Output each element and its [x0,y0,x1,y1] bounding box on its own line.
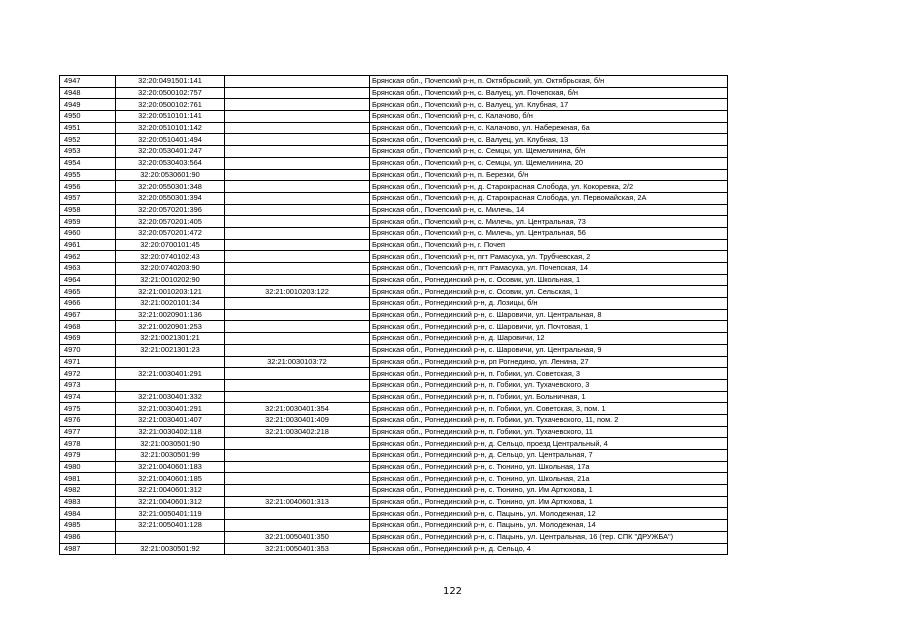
table-row [60,227,728,239]
row-number-cell: 4958 [60,204,116,216]
related-cadastral-number-cell: 32:21:0030401:409 [225,414,370,426]
address-cell: Брянская обл., Рогнединский р-н, рп Рогнедино, ул. Ленина, 27 [370,356,728,368]
address-cell: Брянская обл., Рогнединский р-н, п. Гобики, ул. Тухачевского, 11 [370,426,728,438]
table-row [60,368,728,380]
row-number-cell: 4954 [60,157,116,169]
cadastral-number-cell [116,379,225,391]
address-cell: Брянская обл., Почепский р-н, д. Старокрасная Слобода, ул. Первомайская, 2А [370,192,728,204]
address-cell: Брянская обл., Почепский р-н, с. Валуец, ул. Почепская, б/н [370,87,728,99]
row-number-cell: 4971 [60,356,116,368]
cadastral-number-cell: 32:20:0570201:396 [116,204,225,216]
address-cell: Брянская обл., Рогнединский р-н, д. Сельцо, ул. Центральная, 7 [370,450,728,462]
address-cell: Брянская обл., Рогнединский р-н, п. Гобики, ул. Тухачевского, 3 [370,379,728,391]
related-cadastral-number-cell [225,263,370,275]
table-row [60,485,728,497]
address-cell: Брянская обл., Рогнединский р-н, с. Тюнино, ул. Им Артюхова, 1 [370,485,728,497]
cadastral-number-cell: 32:21:0030401:407 [116,414,225,426]
cadastral-number-cell: 32:20:0700101:45 [116,239,225,251]
cadastral-number-cell: 32:20:0550301:394 [116,192,225,204]
table-row [60,309,728,321]
related-cadastral-number-cell [225,192,370,204]
row-number-cell: 4948 [60,87,116,99]
cadastral-number-cell: 32:21:0020101:34 [116,298,225,310]
row-number-cell: 4970 [60,344,116,356]
cadastral-number-cell: 32:20:0510401:494 [116,134,225,146]
cadastral-number-cell: 32:21:0020901:253 [116,321,225,333]
row-number-cell: 4976 [60,414,116,426]
row-number-cell: 4949 [60,99,116,111]
row-number-cell: 4947 [60,76,116,88]
table-row [60,239,728,251]
related-cadastral-number-cell [225,450,370,462]
row-number-cell: 4968 [60,321,116,333]
table-row [60,298,728,310]
cadastral-number-cell: 32:21:0021301:21 [116,333,225,345]
table-row [60,204,728,216]
cadastral-number-cell: 32:20:0570201:472 [116,227,225,239]
row-number-cell: 4966 [60,298,116,310]
related-cadastral-number-cell [225,309,370,321]
cadastral-number-cell: 32:21:0050401:119 [116,508,225,520]
row-number-cell: 4957 [60,192,116,204]
table-row [60,391,728,403]
registry-table-body [60,76,728,555]
cadastral-number-cell: 32:21:0030501:99 [116,450,225,462]
related-cadastral-number-cell [225,111,370,123]
related-cadastral-number-cell: 32:21:0050401:350 [225,531,370,543]
related-cadastral-number-cell [225,239,370,251]
related-cadastral-number-cell: 32:21:0030402:218 [225,426,370,438]
table-row [60,76,728,88]
related-cadastral-number-cell [225,122,370,134]
related-cadastral-number-cell [225,379,370,391]
address-cell: Брянская обл., Почепский р-н, пгт Рамасуха, ул. Трубчевская, 2 [370,251,728,263]
row-number-cell: 4981 [60,473,116,485]
address-cell: Брянская обл., Рогнединский р-н, с. Шаровичи, ул. Центральная, 9 [370,344,728,356]
cadastral-number-cell: 32:21:0040601:312 [116,496,225,508]
table-row [60,356,728,368]
cadastral-number-cell: 32:20:0740102:43 [116,251,225,263]
related-cadastral-number-cell [225,473,370,485]
registry-table [59,75,728,555]
address-cell: Брянская обл., Рогнединский р-н, д. Лозицы, б/н [370,298,728,310]
address-cell: Брянская обл., Рогнединский р-н, д. Сельцо, проезд Центральный, 4 [370,438,728,450]
address-cell: Брянская обл., Рогнединский р-н, с. Пацынь, ул. Молодежная, 14 [370,520,728,532]
related-cadastral-number-cell [225,485,370,497]
address-cell: Брянская обл., Рогнединский р-н, п. Гобики, ул. Больничная, 1 [370,391,728,403]
cadastral-number-cell: 32:20:0491501:141 [116,76,225,88]
table-row [60,379,728,391]
row-number-cell: 4950 [60,111,116,123]
table-row [60,438,728,450]
cadastral-number-cell: 32:21:0040601:185 [116,473,225,485]
row-number-cell: 4961 [60,239,116,251]
row-number-cell: 4980 [60,461,116,473]
related-cadastral-number-cell [225,508,370,520]
row-number-cell: 4952 [60,134,116,146]
cadastral-number-cell: 32:20:0510101:142 [116,122,225,134]
address-cell: Брянская обл., Почепский р-н, д. Старокрасная Слобода, ул. Кокоревка, 2/2 [370,181,728,193]
related-cadastral-number-cell [225,438,370,450]
table-row [60,426,728,438]
table-row [60,473,728,485]
address-cell: Брянская обл., Почепский р-н, с. Калачово, б/н [370,111,728,123]
address-cell: Брянская обл., Почепский р-н, с. Валуец, ул. Клубная, 13 [370,134,728,146]
address-cell: Брянская обл., Рогнединский р-н, с. Осовик, ул. Школьная, 1 [370,274,728,286]
related-cadastral-number-cell [225,87,370,99]
related-cadastral-number-cell [225,298,370,310]
related-cadastral-number-cell [225,76,370,88]
related-cadastral-number-cell [225,157,370,169]
related-cadastral-number-cell [225,251,370,263]
address-cell: Брянская обл., Почепский р-н, с. Милечь, ул. Центральная, 56 [370,227,728,239]
address-cell: Брянская обл., Почепский р-н, п. Березки, б/н [370,169,728,181]
cadastral-number-cell: 32:21:0040601:183 [116,461,225,473]
table-row [60,122,728,134]
address-cell: Брянская обл., Рогнединский р-н, п. Гобики, ул. Советская, 3 [370,368,728,380]
row-number-cell: 4979 [60,450,116,462]
table-row [60,87,728,99]
row-number-cell: 4956 [60,181,116,193]
cadastral-number-cell: 32:20:0500102:761 [116,99,225,111]
row-number-cell: 4987 [60,543,116,555]
table-row [60,169,728,181]
row-number-cell: 4982 [60,485,116,497]
address-cell: Брянская обл., Почепский р-н, с. Калачово, ул. Набережная, 6а [370,122,728,134]
address-cell: Брянская обл., Почепский р-н, с. Валуец, ул. Клубная, 17 [370,99,728,111]
table-row [60,216,728,228]
cadastral-number-cell: 32:20:0530403:564 [116,157,225,169]
row-number-cell: 4967 [60,309,116,321]
address-cell: Брянская обл., Рогнединский р-н, с. Шаровичи, ул. Почтовая, 1 [370,321,728,333]
row-number-cell: 4974 [60,391,116,403]
table-row [60,403,728,415]
row-number-cell: 4984 [60,508,116,520]
address-cell: Брянская обл., Почепский р-н, с. Милечь, 14 [370,204,728,216]
address-cell: Брянская обл., Почепский р-н, с. Милечь, ул. Центральная, 73 [370,216,728,228]
row-number-cell: 4985 [60,520,116,532]
address-cell: Брянская обл., Рогнединский р-н, п. Гобики, ул. Советская, 3, пом. 1 [370,403,728,415]
cadastral-number-cell: 32:21:0010202:90 [116,274,225,286]
cadastral-number-cell: 32:21:0050401:128 [116,520,225,532]
table-row [60,251,728,263]
address-cell: Брянская обл., Почепский р-н, г. Почеп [370,239,728,251]
table-row [60,531,728,543]
address-cell: Брянская обл., Рогнединский р-н, с. Тюнино, ул. Школьная, 21а [370,473,728,485]
cadastral-number-cell: 32:21:0030401:291 [116,403,225,415]
related-cadastral-number-cell: 32:21:0010203:122 [225,286,370,298]
address-cell: Брянская обл., Рогнединский р-н, с. Пацынь, ул. Центральная, 16 (тер. СПК "ДРУЖБА") [370,531,728,543]
row-number-cell: 4955 [60,169,116,181]
related-cadastral-number-cell: 32:21:0030401:354 [225,403,370,415]
table-row [60,274,728,286]
cadastral-number-cell: 32:20:0550301:348 [116,181,225,193]
row-number-cell: 4975 [60,403,116,415]
table-row [60,146,728,158]
table-row [60,414,728,426]
table-row [60,520,728,532]
table-row [60,461,728,473]
cadastral-number-cell: 32:21:0030401:332 [116,391,225,403]
table-row [60,321,728,333]
cadastral-number-cell: 32:21:0020901:136 [116,309,225,321]
row-number-cell: 4959 [60,216,116,228]
related-cadastral-number-cell [225,227,370,239]
related-cadastral-number-cell [225,169,370,181]
row-number-cell: 4973 [60,379,116,391]
address-cell: Брянская обл., Рогнединский р-н, с. Тюнино, ул. Школьная, 17а [370,461,728,473]
cadastral-number-cell [116,356,225,368]
table-row [60,508,728,520]
row-number-cell: 4978 [60,438,116,450]
related-cadastral-number-cell [225,134,370,146]
cadastral-number-cell: 32:21:0040601:312 [116,485,225,497]
cadastral-number-cell: 32:20:0570201:405 [116,216,225,228]
address-cell: Брянская обл., Рогнединский р-н, д. Сельцо, 4 [370,543,728,555]
related-cadastral-number-cell [225,391,370,403]
table-row [60,192,728,204]
row-number-cell: 4962 [60,251,116,263]
row-number-cell: 4963 [60,263,116,275]
related-cadastral-number-cell [225,333,370,345]
cadastral-number-cell: 32:21:0030501:90 [116,438,225,450]
row-number-cell: 4953 [60,146,116,158]
cadastral-number-cell: 32:20:0510101:141 [116,111,225,123]
table-row [60,111,728,123]
table-row [60,543,728,555]
table-row [60,181,728,193]
row-number-cell: 4965 [60,286,116,298]
cadastral-number-cell [116,531,225,543]
page-number: 122 [442,586,463,597]
row-number-cell: 4986 [60,531,116,543]
table-row [60,333,728,345]
cadastral-number-cell: 32:21:0021301:23 [116,344,225,356]
table-row [60,286,728,298]
table-row [60,496,728,508]
cadastral-number-cell: 32:20:0500102:757 [116,87,225,99]
cadastral-number-cell: 32:20:0530601:90 [116,169,225,181]
address-cell: Брянская обл., Почепский р-н, п. Октябрьский, ул. Октябрьская, б/н [370,76,728,88]
cadastral-number-cell: 32:20:0740203:90 [116,263,225,275]
related-cadastral-number-cell [225,204,370,216]
related-cadastral-number-cell: 32:21:0030103:72 [225,356,370,368]
row-number-cell: 4951 [60,122,116,134]
table-row [60,99,728,111]
address-cell: Брянская обл., Рогнединский р-н, с. Осовик, ул. Сельская, 1 [370,286,728,298]
related-cadastral-number-cell [225,520,370,532]
related-cadastral-number-cell: 32:21:0050401:353 [225,543,370,555]
cadastral-number-cell: 32:21:0030501:92 [116,543,225,555]
address-cell: Брянская обл., Рогнединский р-н, с. Шаровичи, ул. Центральная, 8 [370,309,728,321]
row-number-cell: 4983 [60,496,116,508]
address-cell: Брянская обл., Рогнединский р-н, с. Тюнино, ул. Им Артюхова, 1 [370,496,728,508]
table-row [60,344,728,356]
related-cadastral-number-cell [225,181,370,193]
related-cadastral-number-cell [225,461,370,473]
address-cell: Брянская обл., Рогнединский р-н, с. Пацынь, ул. Молодежная, 12 [370,508,728,520]
row-number-cell: 4977 [60,426,116,438]
row-number-cell: 4960 [60,227,116,239]
related-cadastral-number-cell [225,216,370,228]
cadastral-number-cell: 32:21:0010203:121 [116,286,225,298]
address-cell: Брянская обл., Почепский р-н, пгт Рамасуха, ул. Почепская, 14 [370,263,728,275]
table-row [60,450,728,462]
table-row [60,134,728,146]
address-cell: Брянская обл., Почепский р-н, с. Семцы, ул. Щемелинина, б/н [370,146,728,158]
address-cell: Брянская обл., Почепский р-н, с. Семцы, ул. Щемелинина, 20 [370,157,728,169]
row-number-cell: 4969 [60,333,116,345]
address-cell: Брянская обл., Рогнединский р-н, д. Шаровичи, 12 [370,333,728,345]
related-cadastral-number-cell [225,99,370,111]
row-number-cell: 4972 [60,368,116,380]
table-row [60,157,728,169]
related-cadastral-number-cell [225,274,370,286]
related-cadastral-number-cell [225,321,370,333]
related-cadastral-number-cell [225,368,370,380]
related-cadastral-number-cell [225,344,370,356]
related-cadastral-number-cell [225,146,370,158]
cadastral-number-cell: 32:20:0530401:247 [116,146,225,158]
cadastral-number-cell: 32:21:0030402:118 [116,426,225,438]
cadastral-number-cell: 32:21:0030401:291 [116,368,225,380]
table-row [60,263,728,275]
address-cell: Брянская обл., Рогнединский р-н, п. Гобики, ул. Тухачевского, 11, пом. 2 [370,414,728,426]
row-number-cell: 4964 [60,274,116,286]
related-cadastral-number-cell: 32:21:0040601:313 [225,496,370,508]
